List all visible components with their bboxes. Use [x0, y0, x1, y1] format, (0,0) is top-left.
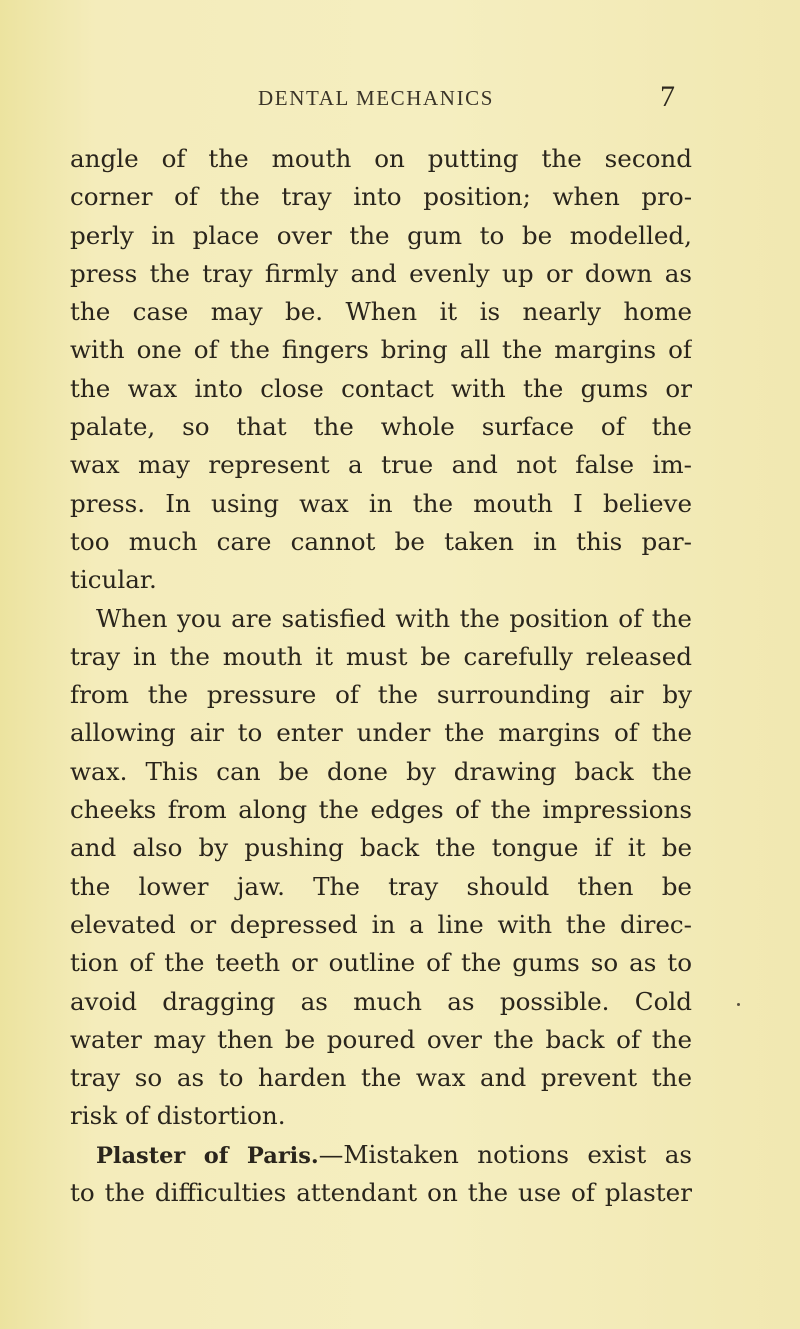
text-line: tion of the teeth or outline of the gums so as to: [70, 948, 692, 978]
text-line: avoid dragging as much as possible. Cold: [70, 986, 692, 1016]
paragraph: [70, 140, 692, 600]
text-line: [70, 1136, 692, 1174]
text-line: the lower jaw. The tray should then be: [70, 871, 692, 901]
text-line: press the tray firmly and evenly up or down as: [70, 258, 692, 288]
running-title: DENTAL MECHANICS: [258, 86, 495, 110]
text-line: elevated or depressed in a line with the direc-: [70, 909, 692, 939]
text-line: with one of the fingers bring all the margins of: [70, 335, 692, 365]
ink-speck: [737, 1003, 740, 1006]
body-text: [70, 140, 692, 1212]
text-line: the case may be. When it is nearly home: [70, 297, 692, 327]
text-line: corner of the tray into position; when pro-: [70, 182, 692, 212]
text-line: ticular.: [70, 565, 157, 595]
text-line: tray in the mouth it must be carefully released: [70, 641, 692, 671]
text-run: —Mistaken notions exist as: [318, 1139, 692, 1169]
text-line: press. In using wax in the mouth I believe: [70, 488, 692, 518]
text-line: wax. This can be done by drawing back the: [70, 756, 692, 786]
text-line: risk of distortion.: [70, 1101, 286, 1131]
text-line: When you are satisfied with the position of the: [96, 603, 692, 633]
text-line: perly in place over the gum to be modelled,: [70, 220, 692, 250]
text-line: angle of the mouth on putting the second: [70, 144, 692, 173]
text-line: too much care cannot be taken in this par-: [70, 526, 692, 556]
text-line: and also by pushing back the tongue if it be: [70, 833, 692, 863]
text-line: water may then be poured over the back of the: [70, 1024, 692, 1054]
section-heading: Plaster of Paris.: [96, 1142, 319, 1169]
text-line: to the difficulties attendant on the use of plaster: [70, 1178, 692, 1208]
paragraph: [70, 600, 692, 1136]
text-line: wax may represent a true and not false im-: [70, 450, 692, 480]
text-line: tray so as to harden the wax and prevent the: [70, 1063, 692, 1093]
text-line: the wax into close contact with the gums or: [70, 373, 692, 403]
text-line: cheeks from along the edges of the impressions: [70, 795, 692, 825]
text-line: allowing air to enter under the margins of the: [70, 718, 692, 748]
text-line: palate, so that the whole surface of the: [70, 412, 692, 442]
text-line: from the pressure of the surrounding air by: [70, 680, 692, 710]
page-number: 7: [660, 80, 675, 113]
paragraph: [70, 1136, 692, 1213]
